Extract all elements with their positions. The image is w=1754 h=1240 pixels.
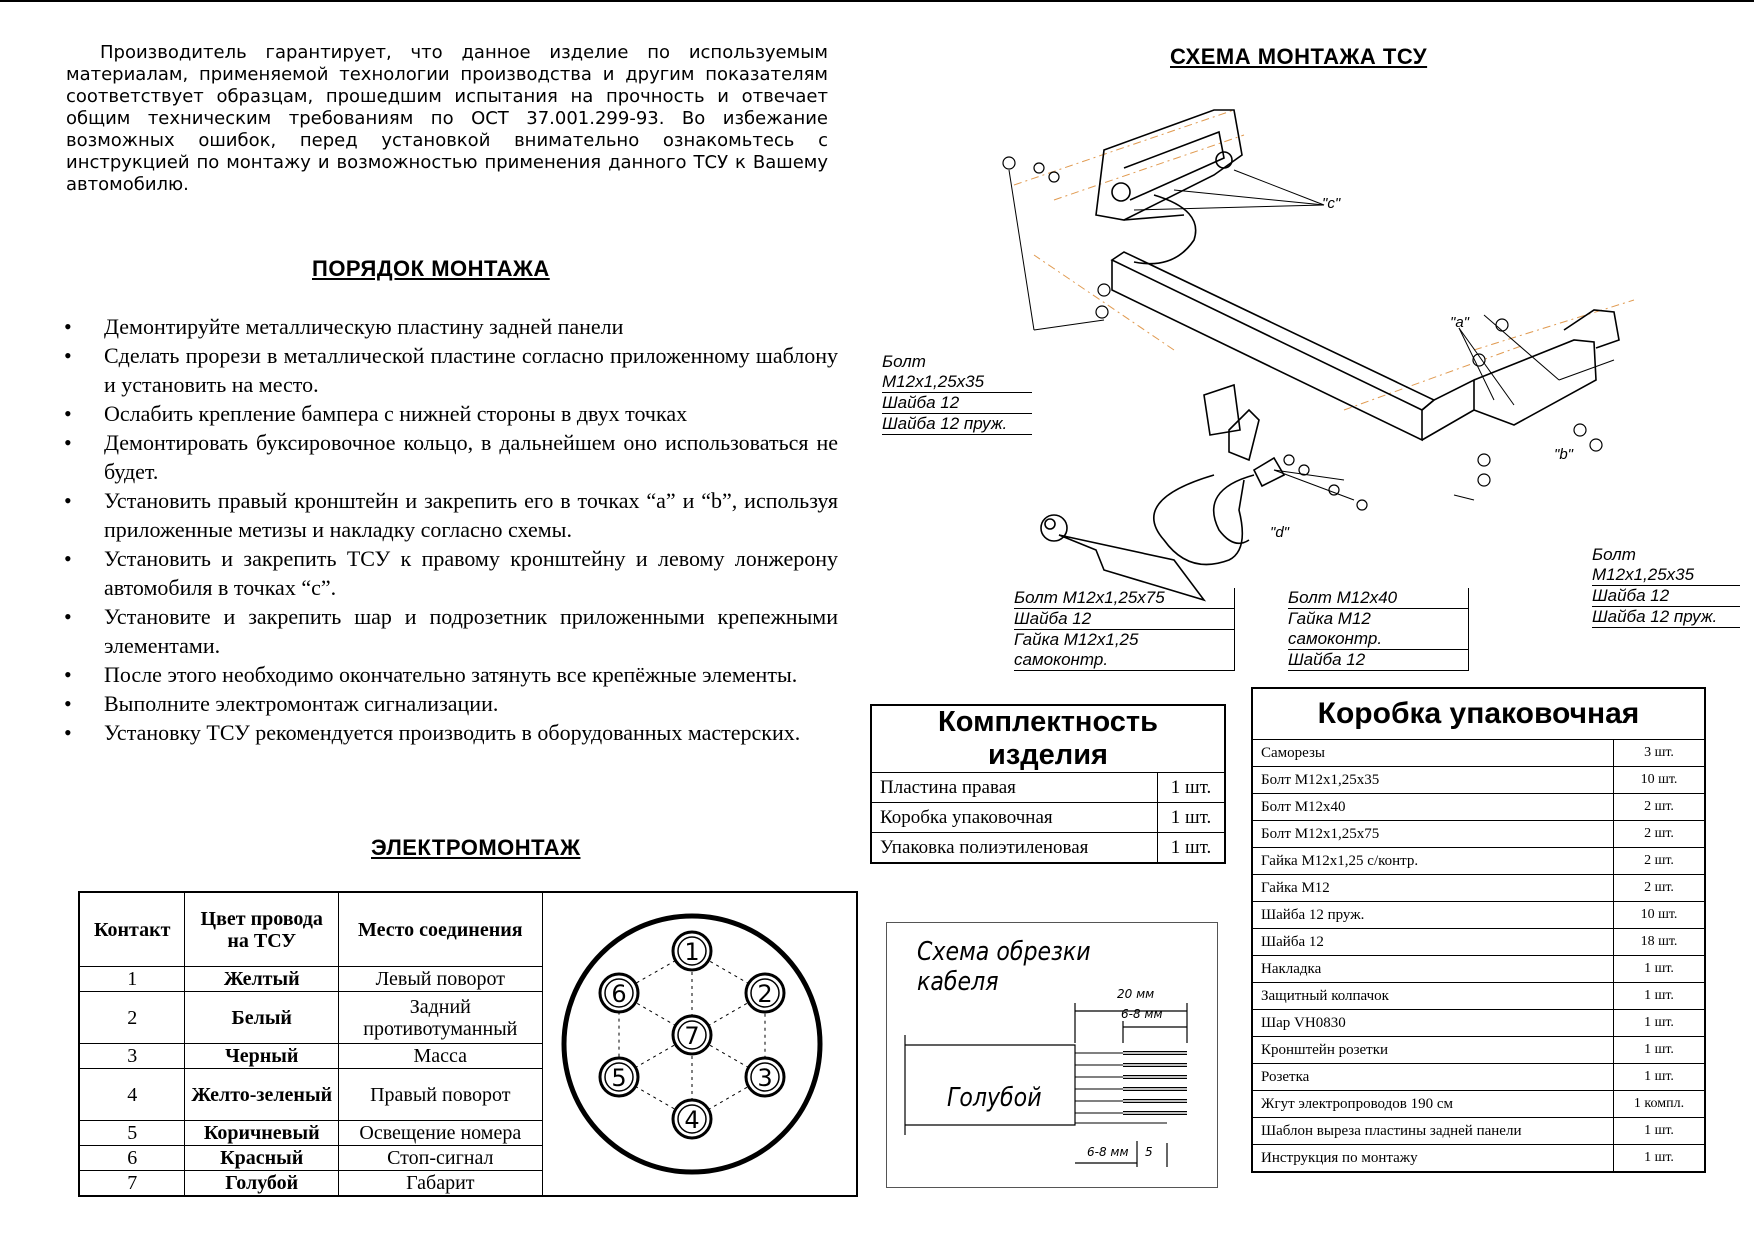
- callout-bottom-right: Болт М12х40 Гайка М12 самоконтр. Шайба 12: [1288, 588, 1469, 671]
- svg-text:6: 6: [611, 980, 627, 1008]
- socket-pinout-diagram: [549, 894, 849, 1194]
- pin-6: [600, 974, 638, 1012]
- point-label-b: "b": [1554, 446, 1573, 463]
- list-item: • Демонтируйте металлическую пластину задней панели: [60, 312, 838, 341]
- table-row: Коробка упаковочная 1 шт.: [871, 803, 1225, 833]
- table-row: 3 Черный Масса: [79, 1044, 857, 1069]
- intro-paragraph: Производитель гарантирует, что данное изделие по используемым материалам, применяемой технологии производства и другим показателям соответствует образцам, прошедшим испытания на прочность и отвечает общим техническим требованиям по ОСТ 37.001.299-93. Во избежание возможных ошибок, перед установкой внимательно ознакомьтесь с инструкцией по монтажу и возможностью применения данного ТСУ к Вашему автомобилю.: [66, 42, 828, 195]
- table-row: Кронштейн розетки 1 шт.: [1252, 1037, 1705, 1064]
- svg-text:7: 7: [684, 1022, 700, 1050]
- table-row: Саморезы 3 шт.: [1252, 740, 1705, 767]
- table-row: Шайба 12 18 шт.: [1252, 929, 1705, 956]
- svg-text:4: 4: [684, 1106, 700, 1134]
- electrical-title: ЭЛЕКТРОМОНТАЖ: [371, 835, 581, 860]
- cable-color-label: Голубой: [947, 1083, 1042, 1113]
- table-row: Шар VH0830 1 шт.: [1252, 1010, 1705, 1037]
- list-item: • Установку ТСУ рекомендуется производить в оборудованных мастерских.: [60, 718, 838, 747]
- table-row: Защитный колпачок 1 шт.: [1252, 983, 1705, 1010]
- list-item: • Демонтировать буксировочное кольцо, в дальнейшем оно использоваться не будет.: [60, 428, 838, 486]
- table-row: Болт М12х1,25х75 2 шт.: [1252, 821, 1705, 848]
- point-label-a: "a": [1450, 314, 1469, 331]
- callout-bottom-left: Болт М12х1,25х75 Шайба 12 Гайка М12х1,25 самоконтр.: [1014, 588, 1235, 671]
- table-row: Жгут электропроводов 190 см 1 компл.: [1252, 1091, 1705, 1118]
- svg-text:1: 1: [684, 938, 700, 966]
- socket-diagram-cell: [542, 892, 857, 1196]
- table-row: Пластина правая 1 шт.: [871, 773, 1225, 803]
- svg-text:2: 2: [757, 980, 773, 1008]
- packing-box-table: [1251, 687, 1706, 1173]
- box-title: Коробка упаковочная: [1252, 688, 1705, 740]
- dim-6-8-top: 6-8 мм: [1121, 1007, 1163, 1021]
- wiring-table: [78, 891, 858, 1197]
- svg-text:3: 3: [757, 1064, 773, 1092]
- table-row: Шайба 12 пруж. 10 шт.: [1252, 902, 1705, 929]
- callout-right: Болт М12х1,25х35 Шайба 12 Шайба 12 пруж.: [1592, 545, 1740, 628]
- table-row: Болт М12х40 2 шт.: [1252, 794, 1705, 821]
- pin-3: [746, 1058, 784, 1096]
- kit-table: [870, 704, 1226, 864]
- dim-5: 5: [1145, 1145, 1153, 1159]
- cable-drawing: [887, 923, 1217, 1187]
- pin-5: [600, 1058, 638, 1096]
- pin-1: [673, 932, 711, 970]
- dim-6-8-bottom: 6-8 мм: [1087, 1145, 1129, 1159]
- table-row: 2 Белый Задний противотуманный: [79, 992, 857, 1044]
- pin-2: [746, 974, 784, 1012]
- list-item: • После этого необходимо окончательно затянуть все крепёжные элементы.: [60, 660, 838, 689]
- list-item: • Установить и закрепить ТСУ к правому кронштейну и левому лонжерону автомобиля в точках “c”.: [60, 544, 838, 602]
- table-row: Упаковка полиэтиленовая 1 шт.: [871, 833, 1225, 864]
- table-row: Инструкция по монтажу 1 шт.: [1252, 1145, 1705, 1173]
- list-item: • Установите и закрепить шар и подрозетник приложенными крепежными элементами.: [60, 602, 838, 660]
- table-row: 4 Желто-зеленый Правый поворот: [79, 1069, 857, 1121]
- header-connection: Место соединения: [338, 892, 542, 967]
- pin-4: [673, 1100, 711, 1138]
- list-item: • Сделать прорези в металлической пластине согласно приложенному шаблону и установить на место.: [60, 341, 838, 399]
- table-row: 7 Голубой Габарит: [79, 1171, 857, 1196]
- table-header-row: [79, 892, 857, 967]
- table-row: Шаблон выреза пластины задней панели 1 шт.: [1252, 1118, 1705, 1145]
- pin-7: [673, 1016, 711, 1054]
- list-item: • Выполните электромонтаж сигнализации.: [60, 689, 838, 718]
- dim-20: 20 мм: [1117, 987, 1155, 1001]
- table-row: Гайка М12х1,25 с/контр. 2 шт.: [1252, 848, 1705, 875]
- list-item: • Ослабить крепление бампера с нижней стороны в двух точках: [60, 399, 838, 428]
- table-row: Гайка М12 2 шт.: [1252, 875, 1705, 902]
- table-row: 1 Желтый Левый поворот: [79, 967, 857, 992]
- point-label-d: "d": [1270, 524, 1289, 541]
- table-row: 6 Красный Стоп-сигнал: [79, 1146, 857, 1171]
- header-contact: Контакт: [79, 892, 185, 967]
- cable-cutting-diagram: [886, 922, 1218, 1188]
- point-label-c: "c": [1322, 195, 1341, 212]
- table-row: 5 Коричневый Освещение номера: [79, 1121, 857, 1146]
- scheme-title: СХЕМА МОНТАЖА ТСУ: [1170, 44, 1428, 69]
- top-rule: [0, 0, 1754, 2]
- kit-title: Комплектность изделия: [871, 705, 1225, 773]
- table-row: Болт М12х1,25х35 10 шт.: [1252, 767, 1705, 794]
- cable-title: Схема обрезки кабеля: [917, 937, 1091, 997]
- list-item: • Установить правый кронштейн и закрепить его в точках “a” и “b”, используя приложенные метизы и накладку согласно схемы.: [60, 486, 838, 544]
- table-row: Накладка 1 шт.: [1252, 956, 1705, 983]
- assembly-title: ПОРЯДОК МОНТАЖА: [312, 256, 550, 281]
- callout-left: Болт М12х1,25х35 Шайба 12 Шайба 12 пруж.: [882, 352, 1032, 435]
- assembly-steps: [60, 312, 838, 747]
- header-wire-color: Цвет провода на ТСУ: [185, 892, 339, 967]
- svg-text:5: 5: [611, 1064, 627, 1092]
- table-row: Розетка 1 шт.: [1252, 1064, 1705, 1091]
